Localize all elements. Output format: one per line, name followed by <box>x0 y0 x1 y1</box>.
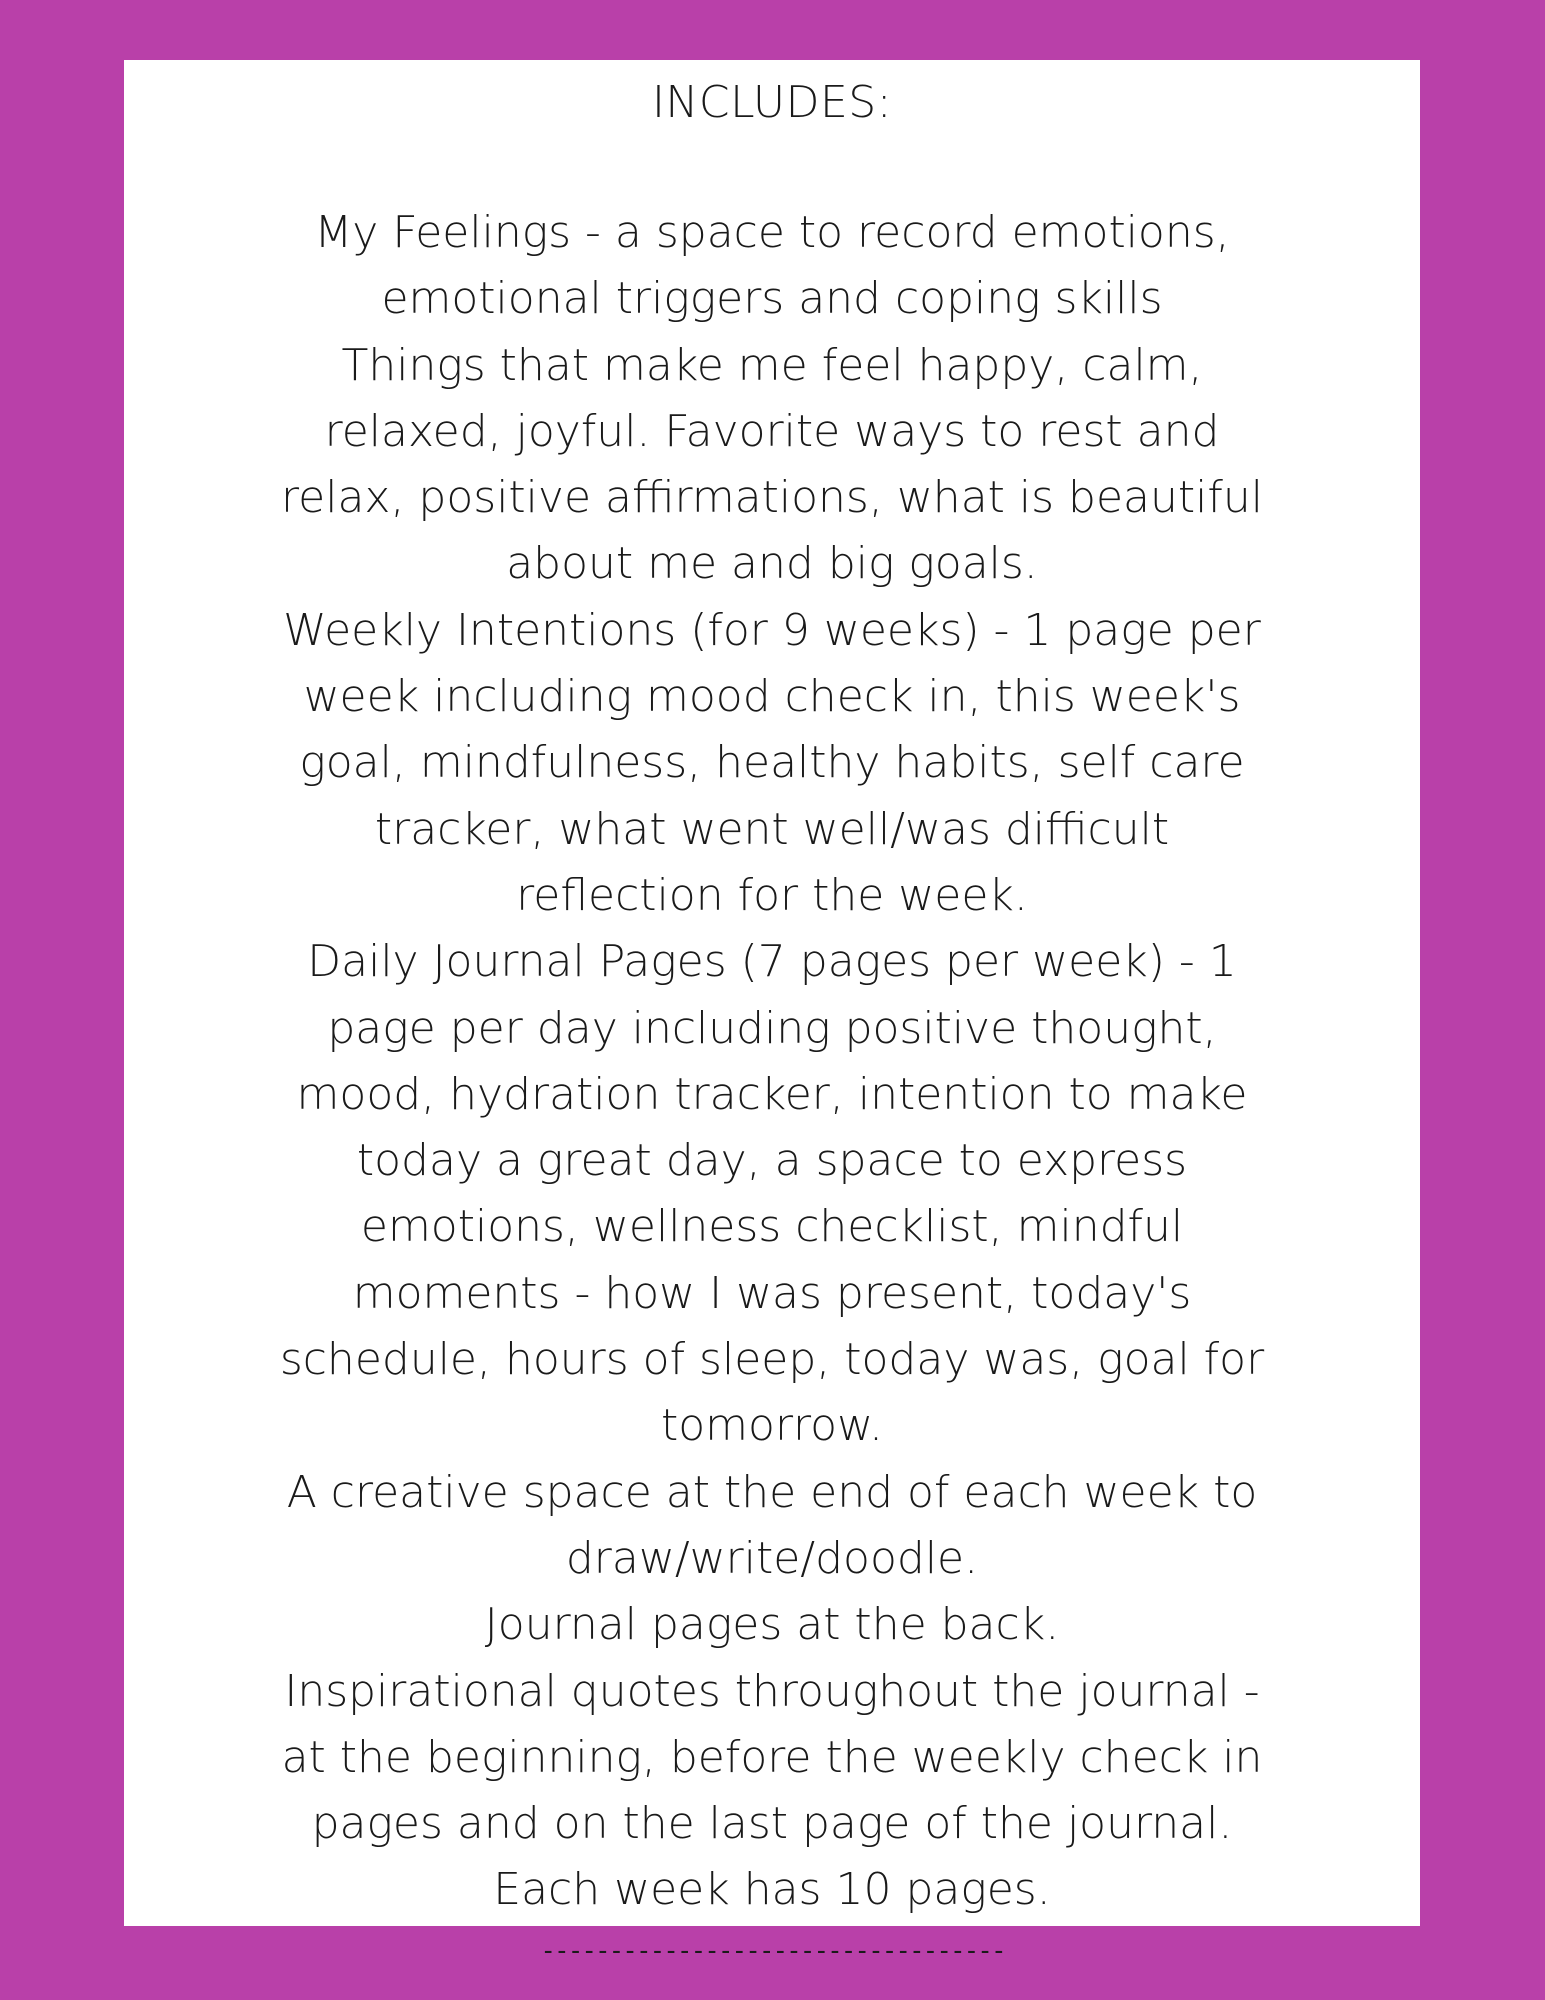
text-line: Daily Journal Pages (7 pages per week) - 1 <box>307 936 1237 988</box>
text-line: moments - how I was present, today's <box>352 1267 1192 1319</box>
text-line: pages and on the last page of the journal. <box>311 1798 1233 1850</box>
text-line: Each week has 10 pages. <box>493 1864 1051 1916</box>
text-line: goal, mindfulness, healthy habits, self care <box>299 737 1245 789</box>
text-line: reflection for the week. <box>516 869 1028 921</box>
text-line: page per day including positive thought, <box>327 1002 1217 1054</box>
text-line: week including mood check in, this week's <box>303 671 1241 723</box>
text-line: My Feelings - a space to record emotions, <box>314 207 1230 258</box>
text-line: today a great day, a space to express <box>356 1135 1188 1187</box>
text-line: A creative space at the end of each week to <box>286 1466 1258 1518</box>
text-line: schedule, hours of sleep, today was, goal for <box>279 1334 1265 1386</box>
text-line: relaxed, joyful. Favorite ways to rest and <box>324 405 1220 457</box>
text-line: tomorrow. <box>660 1400 884 1452</box>
text-line: Inspirational quotes throughout the journal - <box>284 1665 1260 1717</box>
text-line: relax, positive affirmations, what is beautiful <box>281 472 1263 524</box>
text-line: emotions, wellness checklist, mindful <box>360 1201 1184 1253</box>
text-line: mood, hydration tracker, intention to make <box>296 1068 1248 1120</box>
text-line: Things that make me feel happy, calm, <box>341 339 1203 391</box>
page-heading: INCLUDES: <box>651 77 893 128</box>
text-line: Weekly Intentions (for 9 weeks) - 1 page per <box>283 604 1261 656</box>
text-line: draw/write/doodle. <box>565 1532 979 1584</box>
text-line: tracker, what went well/was difficult <box>374 803 1170 855</box>
text-line: emotional triggers and coping skills <box>381 273 1163 325</box>
dashed-divider: ---------------------------------- <box>540 1936 1005 1966</box>
content-card <box>124 60 1420 1926</box>
text-line: at the beginning, before the weekly check in <box>281 1731 1263 1783</box>
text-line: about me and big goals. <box>506 538 1038 590</box>
includes-description <box>164 200 1380 1924</box>
text-line: Journal pages at the back. <box>484 1599 1060 1651</box>
